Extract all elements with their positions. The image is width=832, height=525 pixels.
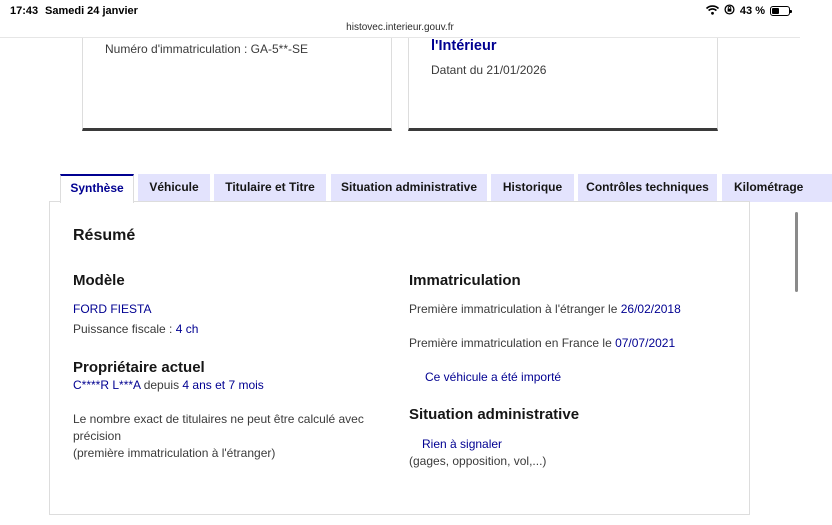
status-bar	[0, 0, 800, 22]
situation-heading: Situation administrative	[409, 406, 580, 423]
owner-duration: 4 ans et 7 mois	[182, 378, 264, 392]
tab-historique[interactable]: Historique	[491, 174, 574, 202]
url-text: histovec.interieur.gouv.fr	[346, 22, 454, 33]
status-date: Samedi 24 janvier	[45, 5, 138, 17]
france-label: Première immatriculation en France le	[409, 336, 616, 350]
tab-synthese[interactable]: Synthèse	[60, 174, 134, 203]
status-icons	[706, 4, 790, 18]
situation-detail: (gages, opposition, vol,...)	[409, 454, 547, 468]
tab-titulaire[interactable]: Titulaire et Titre	[214, 174, 326, 202]
premiere-immat-etranger	[409, 301, 681, 318]
wifi-icon	[706, 5, 719, 18]
owner-name: C****R L***A	[73, 378, 141, 392]
tab-controles-techniques[interactable]: Contrôles techniques	[578, 174, 717, 202]
proprietaire-heading: Propriétaire actuel	[73, 359, 205, 376]
france-date: 07/07/2021	[615, 336, 676, 350]
vehicule-importe-link[interactable]: Ce véhicule a été importé	[425, 370, 562, 384]
ministry-date: Datant du 21/01/2026	[431, 63, 547, 77]
puissance-label: Puissance fiscale :	[73, 322, 176, 336]
proprietaire-line	[73, 377, 264, 394]
battery-icon	[770, 6, 790, 16]
model-name: FORD FIESTA	[73, 302, 152, 316]
tab-kilometrage[interactable]: Kilométrage	[722, 174, 832, 202]
etranger-date: 26/02/2018	[620, 302, 681, 316]
orientation-lock-icon	[724, 4, 735, 18]
etranger-label: Première immatriculation à l'étranger le	[409, 302, 621, 316]
status-time: 17:43	[10, 5, 39, 17]
depuis-text: depuis	[140, 378, 183, 392]
synthese-panel	[49, 201, 750, 515]
ministry-card	[408, 38, 718, 131]
immatriculation-heading: Immatriculation	[409, 272, 521, 289]
titulaires-note-line3: (première immatriculation à l'étranger)	[73, 446, 276, 460]
tab-bar	[60, 174, 804, 202]
battery-percent: 43 %	[739, 5, 765, 17]
tab-vehicule[interactable]: Véhicule	[138, 174, 210, 202]
address-bar[interactable]	[0, 20, 800, 38]
resume-title: Résumé	[73, 227, 136, 244]
titulaires-note-line2: précision	[73, 429, 122, 443]
premiere-immat-france	[409, 335, 675, 352]
modele-heading: Modèle	[73, 272, 125, 289]
puissance-value: 4 ch	[175, 322, 199, 336]
situation-status-link[interactable]: Rien à signaler	[422, 437, 503, 451]
plate-number-text: Numéro d'immatriculation : GA-5**-SE	[105, 42, 309, 56]
tab-situation-administrative[interactable]: Situation administrative	[331, 174, 487, 202]
page-scrollbar[interactable]	[795, 212, 798, 292]
ministry-title: l'Intérieur	[431, 38, 497, 54]
puissance-fiscale	[73, 321, 198, 338]
plate-card	[82, 38, 392, 131]
titulaires-note-line1: Le nombre exact de titulaires ne peut être calculé avec	[73, 412, 364, 426]
